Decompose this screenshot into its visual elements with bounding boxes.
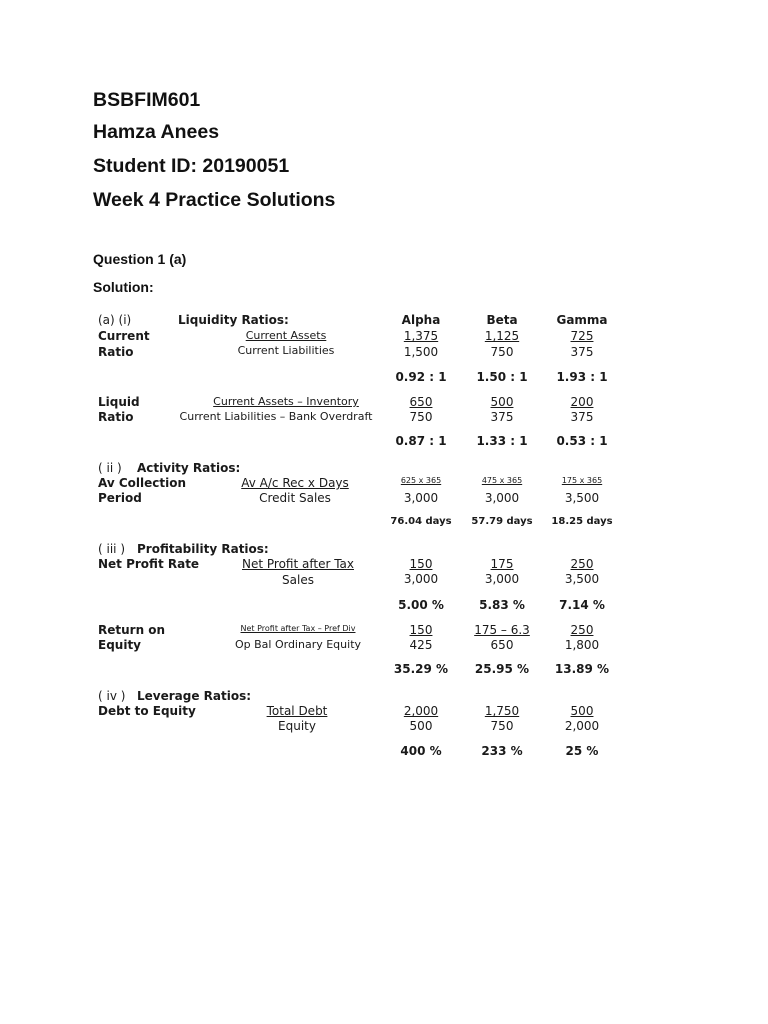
ratio-label: Debt to Equity — [98, 704, 196, 718]
value-numerator: 150 — [409, 557, 433, 571]
question-label: Question 1 (a) — [93, 251, 187, 267]
formula-denominator: Sales — [282, 573, 314, 587]
ratio-label: Period — [98, 491, 142, 505]
ratio-result: 35.29 % — [393, 662, 449, 676]
ratio-result: 400 % — [400, 744, 442, 758]
ratio-label: Ratio — [98, 345, 134, 359]
solution-image — [97, 308, 617, 768]
ratio-result: 18.25 days — [551, 516, 613, 527]
ratio-result: 1.93 : 1 — [556, 370, 608, 384]
formula-denominator: Equity — [278, 719, 316, 733]
formula-numerator: Av A/c Rec x Days — [241, 476, 349, 490]
value-denominator: 375 — [490, 410, 514, 424]
ratio-result: 57.79 days — [471, 516, 533, 527]
section-number: ( iv ) — [98, 689, 126, 703]
formula-numerator: Total Debt — [266, 704, 328, 718]
section-number: ( iii ) — [98, 542, 125, 556]
ratio-result: 76.04 days — [390, 516, 452, 527]
value-numerator: 150 — [409, 623, 433, 637]
value-denominator: 750 — [490, 345, 514, 359]
value-numerator: 1,375 — [403, 329, 439, 343]
ratio-label: Liquid — [98, 395, 140, 409]
ratio-result: 0.53 : 1 — [556, 434, 608, 448]
ratio-result: 5.83 % — [479, 598, 525, 612]
value-numerator: 1,125 — [484, 329, 520, 343]
formula-denominator: Op Bal Ordinary Equity — [234, 638, 362, 651]
value-numerator: 200 — [570, 395, 594, 409]
ratio-result: 0.92 : 1 — [395, 370, 447, 384]
value-numerator: 1,750 — [484, 704, 520, 718]
value-denominator: 375 — [570, 345, 594, 359]
value-denominator: 425 — [409, 638, 433, 652]
value-numerator: 250 — [570, 623, 594, 637]
section-title: Profitability Ratios: — [137, 542, 269, 556]
ratio-result: 233 % — [481, 744, 523, 758]
value-denominator: 650 — [490, 638, 514, 652]
value-numerator: 500 — [490, 395, 514, 409]
column-header-gamma: Gamma — [556, 313, 608, 327]
ratio-label: Net Profit Rate — [98, 557, 200, 571]
document-title: Week 4 Practice Solutions — [93, 189, 336, 211]
course-code: BSBFIM601 — [93, 89, 201, 111]
formula-denominator: Current Liabilities — [237, 344, 335, 357]
formula-numerator: Net Profit after Tax – Pref Div — [240, 624, 356, 633]
section-title: Liquidity Ratios: — [178, 313, 289, 327]
ratio-result: 7.14 % — [559, 598, 605, 612]
ratio-result: 13.89 % — [554, 662, 610, 676]
value-numerator: 650 — [409, 395, 433, 409]
value-numerator: 175 — [490, 557, 514, 571]
ratio-result: 25 % — [565, 744, 599, 758]
value-denominator: 1,800 — [564, 638, 600, 652]
formula-denominator: Credit Sales — [259, 491, 331, 505]
formula-numerator: Net Profit after Tax — [242, 557, 354, 571]
formula-numerator: Current Assets — [245, 329, 327, 342]
value-numerator: 2,000 — [403, 704, 439, 718]
ratio-label: Equity — [98, 638, 142, 652]
value-numerator: 475 x 365 — [481, 476, 523, 485]
column-header-beta: Beta — [486, 313, 518, 327]
ratio-label: Av Collection — [98, 476, 187, 490]
ratio-result: 1.33 : 1 — [476, 434, 528, 448]
value-denominator: 3,000 — [484, 491, 520, 505]
section-title: Leverage Ratios: — [137, 689, 252, 703]
value-numerator: 250 — [570, 557, 594, 571]
value-denominator: 3,500 — [564, 572, 600, 586]
section-number: ( ii ) — [98, 461, 122, 475]
value-denominator: 3,000 — [403, 491, 439, 505]
value-denominator: 3,500 — [564, 491, 600, 505]
value-denominator: 3,000 — [484, 572, 520, 586]
formula-denominator: Current Liabilities – Bank Overdraft — [179, 410, 373, 423]
ratio-result: 0.87 : 1 — [395, 434, 447, 448]
value-denominator: 750 — [409, 410, 433, 424]
ratio-result: 1.50 : 1 — [476, 370, 528, 384]
formula-numerator: Current Assets – Inventory — [213, 395, 359, 408]
value-denominator: 500 — [409, 719, 433, 733]
student-name: Hamza Anees — [93, 121, 220, 143]
value-numerator: 175 – 6.3 — [474, 623, 530, 637]
ratio-result: 5.00 % — [398, 598, 444, 612]
value-denominator: 2,000 — [564, 719, 600, 733]
section-number: (a) (i) — [98, 313, 132, 327]
value-numerator: 625 x 365 — [400, 476, 442, 485]
value-numerator: 175 x 365 — [561, 476, 603, 485]
section-title: Activity Ratios: — [137, 461, 241, 475]
value-denominator: 1,500 — [403, 345, 439, 359]
value-denominator: 750 — [490, 719, 514, 733]
solution-label: Solution: — [93, 279, 154, 295]
value-denominator: 3,000 — [403, 572, 439, 586]
student-id: Student ID: 20190051 — [93, 155, 290, 177]
column-header-alpha: Alpha — [401, 313, 441, 327]
value-numerator: 500 — [570, 704, 594, 718]
ratio-label: Current — [98, 329, 150, 343]
ratio-result: 25.95 % — [474, 662, 530, 676]
ratio-label: Ratio — [98, 410, 134, 424]
value-denominator: 375 — [570, 410, 594, 424]
value-numerator: 725 — [570, 329, 594, 343]
ratio-label: Return on — [98, 623, 166, 637]
